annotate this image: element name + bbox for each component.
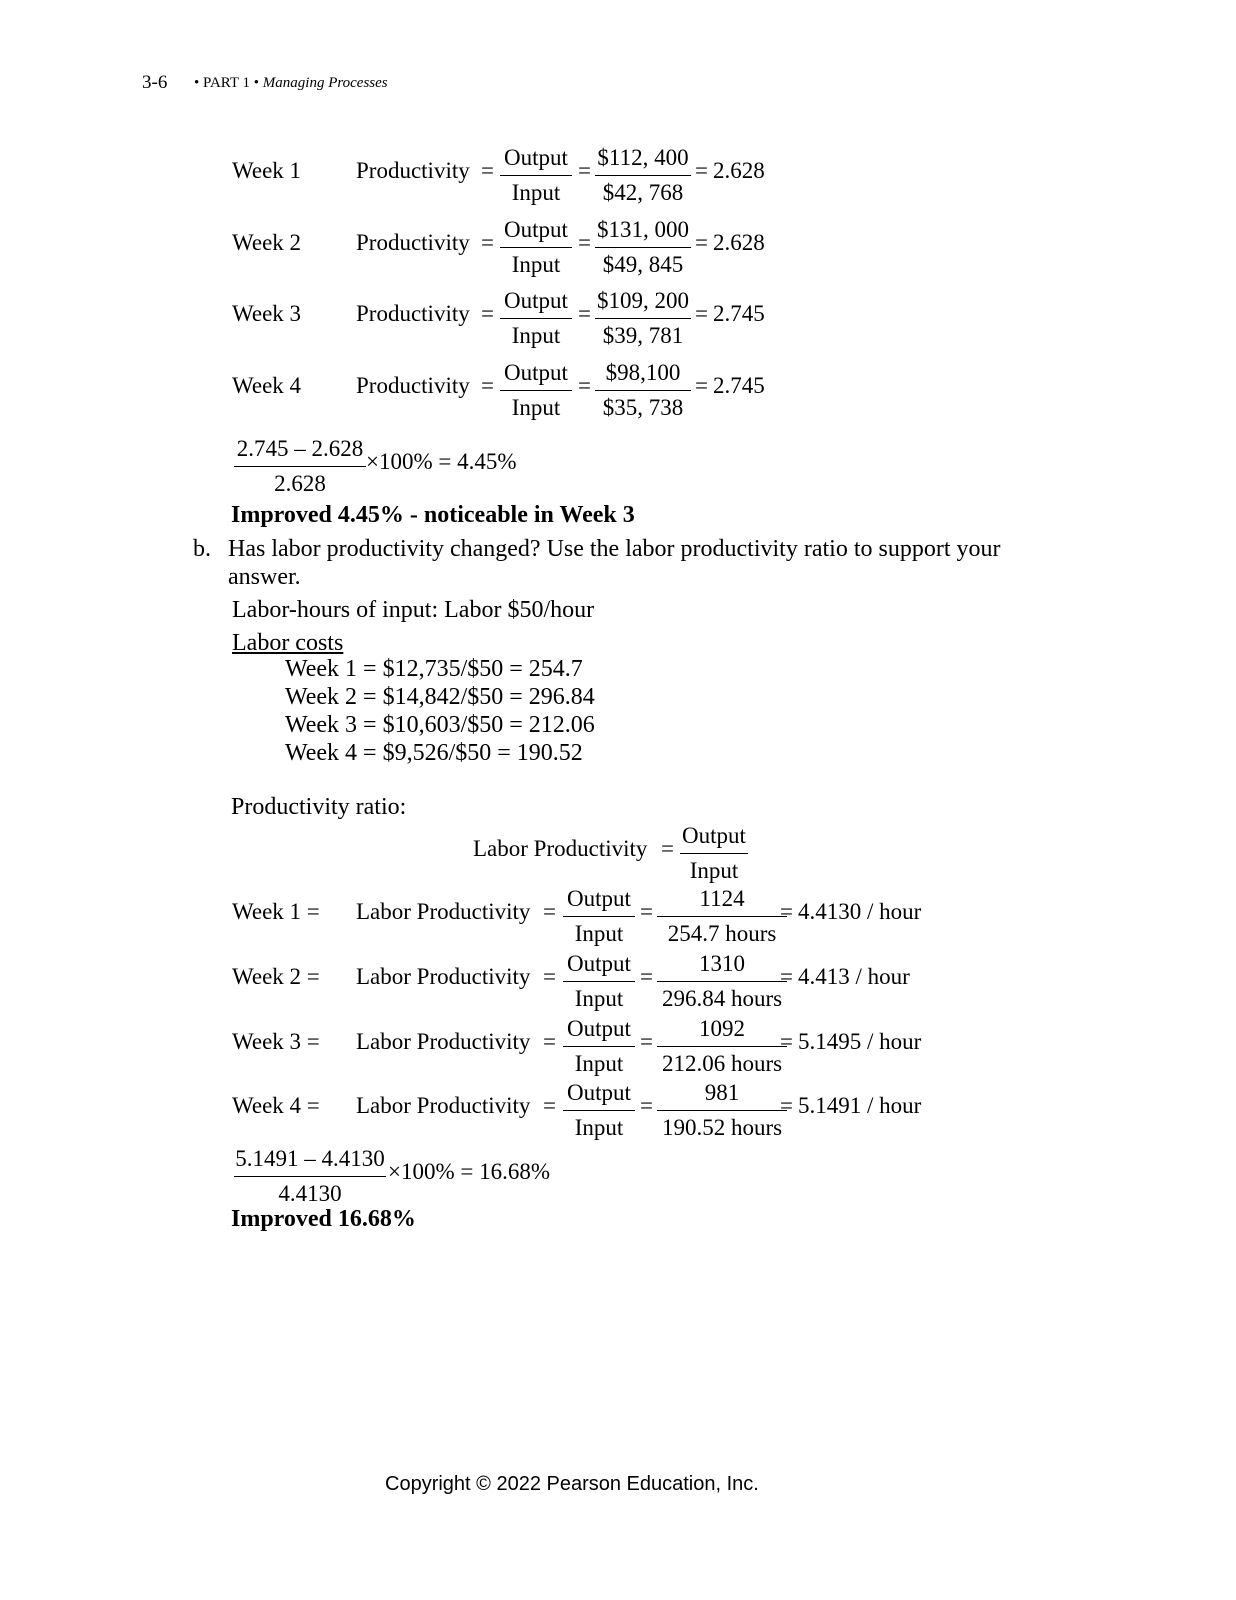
fraction-numerator: Output xyxy=(567,1080,631,1105)
running-header xyxy=(194,75,388,92)
labor-costs-heading: Labor costs xyxy=(232,630,344,656)
fraction-numerator: Output xyxy=(504,217,568,242)
fraction-numerator: Output xyxy=(567,951,631,976)
part-b-letter: b. xyxy=(193,536,211,562)
equals-sign: = xyxy=(780,899,793,924)
equals-sign: = xyxy=(695,301,708,326)
result-value: 2.628 xyxy=(713,158,765,183)
output-input-fraction xyxy=(500,146,572,204)
part-b-change-result: ×100% = 16.68% xyxy=(388,1159,551,1184)
value-fraction xyxy=(657,887,787,945)
part-a-conclusion: Improved 4.45% - noticeable in Week 3 xyxy=(231,502,635,528)
fraction-denominator: $49, 845 xyxy=(602,252,684,277)
result-value: 5.1491 / hour xyxy=(798,1093,922,1118)
fraction-numerator: 1092 xyxy=(699,1016,745,1041)
equals-sign: = xyxy=(578,373,591,398)
equals-sign: = xyxy=(640,964,653,989)
value-fraction xyxy=(657,952,787,1010)
value-fraction xyxy=(657,1017,787,1075)
output-input-fraction xyxy=(500,361,572,419)
productivity-label: Productivity xyxy=(356,230,470,255)
equals-sign: = xyxy=(695,373,708,398)
fraction-denominator: Input xyxy=(574,921,624,946)
week-label: Week 3 xyxy=(232,301,302,326)
result-value: 2.745 xyxy=(713,373,765,398)
equals-sign: = xyxy=(578,230,591,255)
week-label: Week 2 xyxy=(232,230,302,255)
fraction-denominator: $42, 768 xyxy=(602,180,684,205)
fraction-numerator: $98,100 xyxy=(605,360,681,385)
fraction-denominator: Input xyxy=(511,180,561,205)
result-value: 2.628 xyxy=(713,230,765,255)
value-fraction xyxy=(657,1081,787,1139)
fraction-numerator: 1310 xyxy=(699,951,745,976)
copyright-footer: Copyright © 2022 Pearson Education, Inc. xyxy=(385,1473,759,1495)
equals-sign: = xyxy=(578,301,591,326)
fraction-denominator: $35, 738 xyxy=(602,395,684,420)
output-input-fraction xyxy=(500,218,572,276)
fraction-numerator: Output xyxy=(682,823,746,848)
part-b-question-line-1: Has labor productivity changed? Use the labor productivity ratio to support your xyxy=(228,536,1001,562)
fraction-numerator: 5.1491 – 4.4130 xyxy=(235,1146,385,1171)
labor-cost-week-3: Week 3 = $10,603/$50 = 212.06 xyxy=(285,712,595,738)
formula-fraction xyxy=(680,824,748,882)
output-input-fraction xyxy=(563,952,635,1010)
formula-label: Labor Productivity xyxy=(473,836,648,861)
equals-sign: = xyxy=(578,158,591,183)
equals-sign: = xyxy=(640,899,653,924)
result-value: 5.1495 / hour xyxy=(798,1029,922,1054)
equals-sign: = xyxy=(481,373,494,398)
fraction-denominator: 190.52 hours xyxy=(661,1115,783,1140)
value-fraction xyxy=(595,146,691,204)
value-fraction xyxy=(595,289,691,347)
fraction-denominator: 296.84 hours xyxy=(661,986,783,1011)
equals-sign: = xyxy=(543,899,556,924)
fraction-numerator: Output xyxy=(567,1016,631,1041)
week-label: Week 3 = xyxy=(232,1029,320,1054)
equals-sign: = xyxy=(640,1029,653,1054)
fraction-denominator: 254.7 hours xyxy=(667,921,777,946)
fraction-numerator: 2.745 – 2.628 xyxy=(236,436,364,461)
part-b-conclusion: Improved 16.68% xyxy=(231,1206,416,1232)
week-label: Week 2 = xyxy=(232,964,320,989)
fraction-denominator: Input xyxy=(511,323,561,348)
part-title: Managing Processes xyxy=(262,75,388,91)
part-b-change-fraction xyxy=(234,1147,386,1205)
value-fraction xyxy=(595,361,691,419)
fraction-denominator: 2.628 xyxy=(274,471,326,496)
value-fraction xyxy=(595,218,691,276)
output-input-fraction xyxy=(500,289,572,347)
fraction-denominator: 4.4130 xyxy=(278,1181,342,1206)
fraction-denominator: Input xyxy=(511,252,561,277)
labor-cost-week-2: Week 2 = $14,842/$50 = 296.84 xyxy=(285,684,595,710)
equals-sign: = xyxy=(543,1029,556,1054)
fraction-numerator: Output xyxy=(567,886,631,911)
week-label: Week 4 xyxy=(232,373,302,398)
equals-sign: = xyxy=(481,158,494,183)
fraction-denominator: Input xyxy=(574,1051,624,1076)
fraction-numerator: $109, 200 xyxy=(597,288,689,313)
productivity-label: Productivity xyxy=(356,373,470,398)
productivity-label: Productivity xyxy=(356,158,470,183)
fraction-denominator: 212.06 hours xyxy=(661,1051,783,1076)
fraction-denominator: Input xyxy=(574,1115,624,1140)
equals-sign: = xyxy=(543,964,556,989)
fraction-denominator: Input xyxy=(511,395,561,420)
productivity-ratio-heading: Productivity ratio: xyxy=(231,794,407,820)
fraction-numerator: Output xyxy=(504,145,568,170)
fraction-numerator: 981 xyxy=(704,1080,740,1105)
page-number: 3-6 xyxy=(142,72,168,93)
part-a-change-result: ×100% = 4.45% xyxy=(366,449,517,474)
result-value: 2.745 xyxy=(713,301,765,326)
equals-sign: = xyxy=(780,1093,793,1118)
fraction-numerator: $112, 400 xyxy=(597,145,689,170)
fraction-denominator: Input xyxy=(574,986,624,1011)
week-label: Week 4 = xyxy=(232,1093,320,1118)
output-input-fraction xyxy=(563,1017,635,1075)
equals-sign: = xyxy=(780,964,793,989)
part-b-question-line-2: answer. xyxy=(228,564,301,590)
week-label: Week 1 = xyxy=(232,899,320,924)
result-value: 4.4130 / hour xyxy=(798,899,922,924)
output-input-fraction xyxy=(563,887,635,945)
fraction-denominator: Input xyxy=(689,858,739,883)
equals-sign: = xyxy=(695,158,708,183)
productivity-label: Labor Productivity xyxy=(356,1093,531,1118)
part-label: • PART 1 • xyxy=(194,75,260,91)
equals-sign: = xyxy=(695,230,708,255)
week-label: Week 1 xyxy=(232,158,302,183)
equals-sign: = xyxy=(780,1029,793,1054)
labor-cost-week-4: Week 4 = $9,526/$50 = 190.52 xyxy=(285,740,583,766)
fraction-numerator: Output xyxy=(504,360,568,385)
productivity-label: Labor Productivity xyxy=(356,899,531,924)
productivity-label: Labor Productivity xyxy=(356,1029,531,1054)
productivity-label: Productivity xyxy=(356,301,470,326)
fraction-numerator: 1124 xyxy=(699,886,745,911)
equals-sign: = xyxy=(640,1093,653,1118)
equals-sign: = xyxy=(481,230,494,255)
output-input-fraction xyxy=(563,1081,635,1139)
part-a-change-fraction xyxy=(234,437,366,495)
formula-equals: = xyxy=(661,836,674,861)
fraction-numerator: Output xyxy=(504,288,568,313)
fraction-numerator: $131, 000 xyxy=(597,217,689,242)
productivity-label: Labor Productivity xyxy=(356,964,531,989)
labor-cost-week-1: Week 1 = $12,735/$50 = 254.7 xyxy=(285,656,583,682)
equals-sign: = xyxy=(481,301,494,326)
fraction-denominator: $39, 781 xyxy=(602,323,684,348)
labor-hours-line: Labor-hours of input: Labor $50/hour xyxy=(232,597,595,623)
result-value: 4.413 / hour xyxy=(798,964,910,989)
equals-sign: = xyxy=(543,1093,556,1118)
